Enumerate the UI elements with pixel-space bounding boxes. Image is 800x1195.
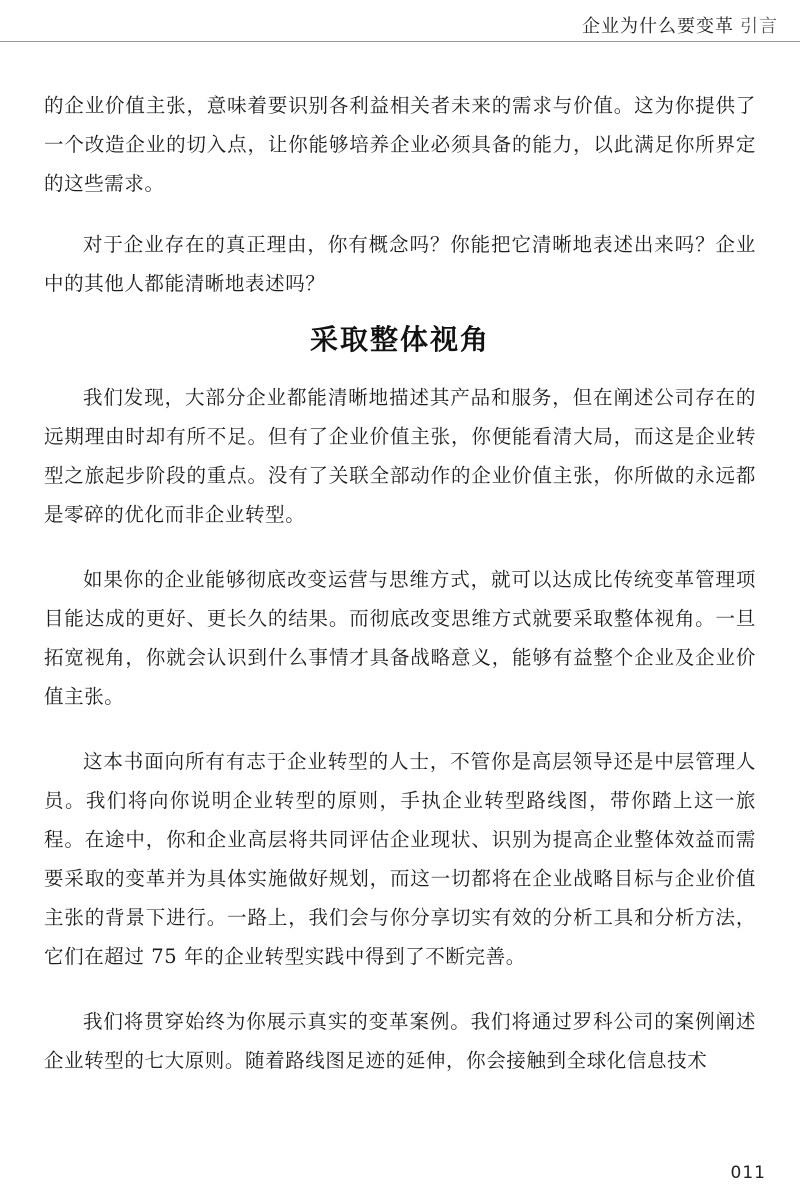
section-label: 引言 [740, 16, 778, 37]
page-body [44, 86, 756, 1080]
paragraph: 对于企业存在的真正理由，你有概念吗？你能把它清晰地表述出来吗？企业中的其他人都能清晰地表述吗？ [44, 233, 756, 295]
paragraph-continued: 的企业价值主张，意味着要识别各利益相关者未来的需求与价值。这为你提供了一个改造企业的切入点，让你能够培养企业必须具备的能力，以此满足你所界定的这些需求。 [44, 94, 756, 195]
section-heading: 采取整体视角 [309, 323, 490, 356]
paragraph: 我们发现，大部分企业都能清晰地描述其产品和服务，但在阐述公司存在的远期理由时却有所不足。但有了企业价值主张，你便能看清大局，而这是企业转型之旅起步阶段的重点。没有了关联全部动作的企业价值主张，你所做的永远都是零碎的优化而非企业转型。 [44, 386, 756, 526]
paragraph: 我们将贯穿始终为你展示真实的变革案例。我们将通过罗科公司的案例阐述企业转型的七大原则。随着路线图足迹的延伸，你会接触到全球化信息技术 [44, 1010, 756, 1072]
header-divider [0, 41, 800, 42]
chapter-title: 企业为什么要变革 [582, 16, 734, 37]
page-number: 011 [730, 1163, 766, 1183]
paragraph: 如果你的企业能够彻底改变运营与思维方式，就可以达成比传统变革管理项目能达成的更好、更长久的结果。而彻底改变思维方式就要采取整体视角。一旦拓宽视角，你就会认识到什么事情才具备战略意义，能够有益整个企业及企业价值主张。 [44, 568, 756, 708]
paragraph: 这本书面向所有有志于企业转型的人士，不管你是高层领导还是中层管理人员。我们将向你说明企业转型的原则，手执企业转型路线图，带你踏上这一旅程。在途中，你和企业高层将共同评估企业现状、识别为提高企业整体效益而需要采取的变革并为具体实施做好规划，而这一切都将在企业战略目标与企业价值主张的背景下进行。一路上，我们会与你分享切实有效的分析工具和分析方法，它们在超过 75 年的企业转型实践中得到了不断完善。 [44, 750, 756, 968]
running-header [582, 12, 778, 38]
